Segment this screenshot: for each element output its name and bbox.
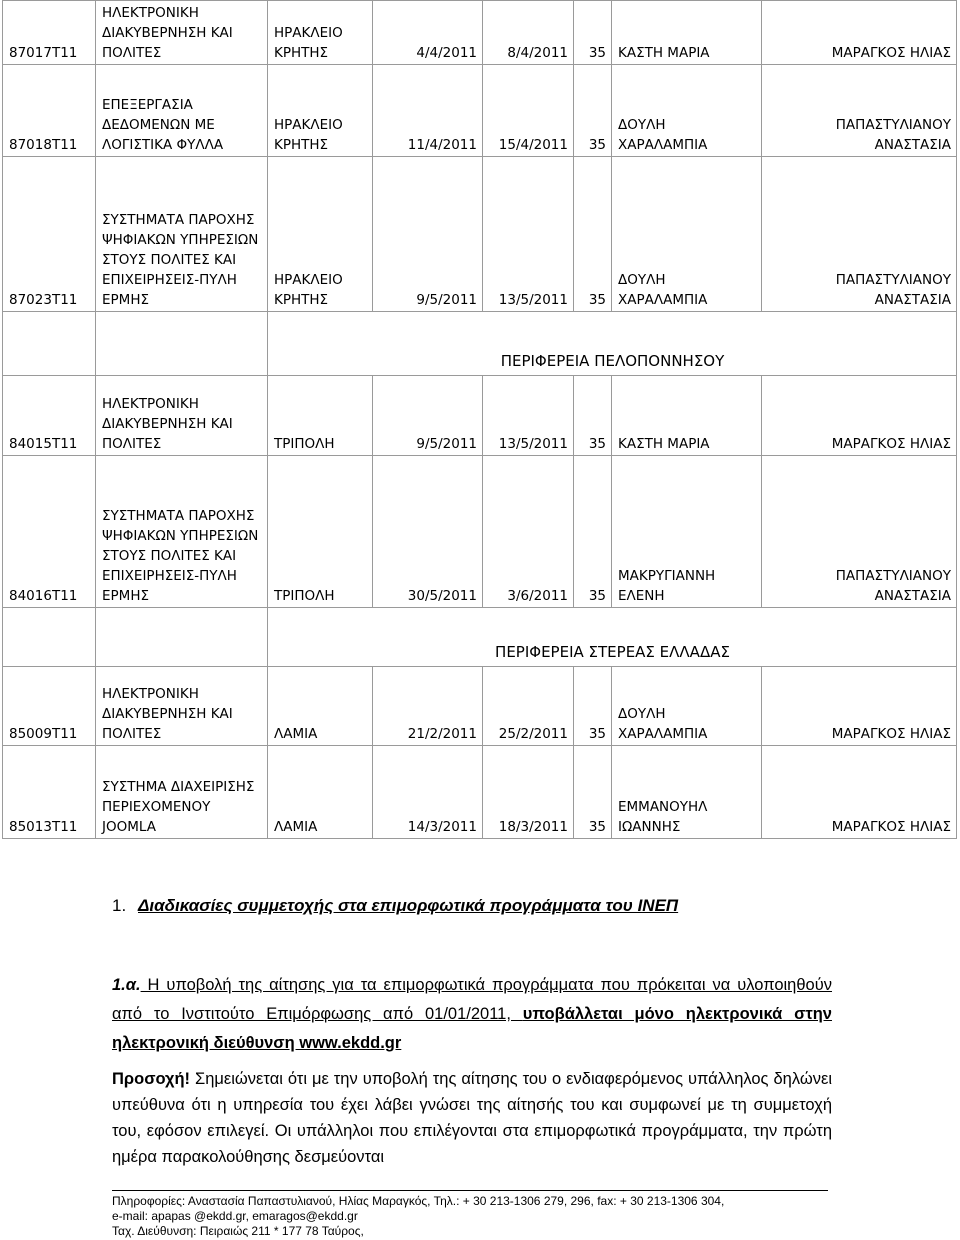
coordinator-cell: ΜΑΡΑΓΚΟΣ ΗΛΙΑΣ — [762, 376, 957, 456]
table-row — [3, 376, 957, 456]
coordinator-cell: ΜΑΡΑΓΚΟΣ ΗΛΙΑΣ — [762, 667, 957, 746]
teacher-cell: ΔΟΥΛΗ ΧΑΡΑΛΑΜΠΙΑ — [612, 667, 762, 746]
end-date-cell: 13/5/2011 — [483, 157, 574, 312]
hours-cell: 35 — [574, 376, 612, 456]
code-cell: 84015Τ11 — [3, 376, 96, 456]
section-heading — [112, 896, 832, 916]
footer-email-line: e-mail: apapas @ekdd.gr, emaragos@ekdd.gr — [112, 1209, 358, 1223]
table-row — [3, 667, 957, 746]
place-cell: ΗΡΑΚΛΕΙΟ ΚΡΗΤΗΣ — [268, 157, 373, 312]
place-cell: ΤΡΙΠΟΛΗ — [268, 456, 373, 608]
end-date-cell: 25/2/2011 — [483, 667, 574, 746]
title-cell: ΣΥΣΤΗΜΑ ΔΙΑΧΕΙΡΙΣΗΣ ΠΕΡΙΕΧΟΜΕΝΟΥ JOOMLA — [96, 746, 268, 839]
teacher-cell: ΔΟΥΛΗ ΧΑΡΑΛΑΜΠΙΑ — [612, 65, 762, 157]
coordinator-cell: ΜΑΡΑΓΚΟΣ ΗΛΙΑΣ — [762, 1, 957, 65]
code-cell: 87023Τ11 — [3, 157, 96, 312]
table-row — [3, 456, 957, 608]
footer-address-line: Ταχ. Διεύθυνση: Πειραιώς 211 * 177 78 Ταύρος, — [112, 1224, 364, 1238]
place-cell: ΤΡΙΠΟΛΗ — [268, 376, 373, 456]
region-header-row — [3, 312, 957, 376]
start-date-cell: 9/5/2011 — [373, 157, 483, 312]
code-cell: 84016Τ11 — [3, 456, 96, 608]
start-date-cell: 21/2/2011 — [373, 667, 483, 746]
end-date-cell: 8/4/2011 — [483, 1, 574, 65]
hours-cell: 35 — [574, 746, 612, 839]
region-title: ΠΕΡΙΦΕΡΕΙΑ ΣΤΕΡΕΑΣ ΕΛΛΑΔΑΣ — [268, 608, 957, 667]
coordinator-cell: ΠΑΠΑΣΤΥΛΙΑΝΟΥ ΑΝΑΣΤΑΣΙΑ — [762, 157, 957, 312]
end-date-cell: 15/4/2011 — [483, 65, 574, 157]
end-date-cell: 18/3/2011 — [483, 746, 574, 839]
code-cell: 85013Τ11 — [3, 746, 96, 839]
footer-info — [112, 1194, 724, 1239]
region-title: ΠΕΡΙΦΕΡΕΙΑ ΠΕΛΟΠΟΝΝΗΣΟΥ — [268, 312, 957, 376]
teacher-cell: ΔΟΥΛΗ ΧΑΡΑΛΑΜΠΙΑ — [612, 157, 762, 312]
place-cell: ΛΑΜΙΑ — [268, 746, 373, 839]
coordinator-cell: ΜΑΡΑΓΚΟΣ ΗΛΙΑΣ — [762, 746, 957, 839]
table-row — [3, 157, 957, 312]
title-cell: ΗΛΕΚΤΡΟΝΙΚΗ ΔΙΑΚΥΒΕΡΝΗΣΗ ΚΑΙ ΠΟΛΙΤΕΣ — [96, 667, 268, 746]
paragraph-text: Η υποβολή της αίτησης για τα επιμορφωτικά προγράμματα που πρόκειται να υλοποιηθούν από το Ινστιτούτο Επιμόρφωσης από 01/01/2011, — [112, 976, 832, 1023]
footer-contact-line: Πληροφορίες: Αναστασία Παπαστυλιανού, Ηλίας Μαραγκός, Τηλ.: + 30 213-1306 279, 296, fax: + 30 213-1306 304, — [112, 1194, 725, 1208]
hours-cell: 35 — [574, 157, 612, 312]
title-cell: ΗΛΕΚΤΡΟΝΙΚΗ ΔΙΑΚΥΒΕΡΝΗΣΗ ΚΑΙ ΠΟΛΙΤΕΣ — [96, 1, 268, 65]
hours-cell: 35 — [574, 667, 612, 746]
coordinator-cell: ΠΑΠΑΣΤΥΛΙΑΝΟΥ ΑΝΑΣΤΑΣΙΑ — [762, 456, 957, 608]
notice-text: Σημειώνεται ότι με την υποβολή της αίτησης του ο ενδιαφερόμενος υπάλληλος δηλώνει υπεύθυνα ότι η υπηρεσία του έχει λάβει γνώσει της αίτησής του και συμφωνεί με τη συμμετοχή του, εφόσον επιλεγεί. Οι υπάλληλοι που επιλέγονται στα επιμορφωτικά προγράμματα, την πρώτη ημέρα παρακολούθησης δεσμεύονται — [112, 1070, 832, 1166]
start-date-cell: 11/4/2011 — [373, 65, 483, 157]
start-date-cell: 14/3/2011 — [373, 746, 483, 839]
teacher-cell: ΜΑΚΡΥΓΙΑΝΝΗ ΕΛΕΝΗ — [612, 456, 762, 608]
code-cell: 87017Τ11 — [3, 1, 96, 65]
notice-label: Προσοχή! — [112, 1070, 191, 1088]
table-row — [3, 65, 957, 157]
table-row — [3, 746, 957, 839]
place-cell: ΛΑΜΙΑ — [268, 667, 373, 746]
hours-cell: 35 — [574, 65, 612, 157]
start-date-cell: 9/5/2011 — [373, 376, 483, 456]
submission-paragraph — [112, 971, 832, 1058]
section-title: Διαδικασίες συμμετοχής στα επιμορφωτικά προγράμματα του ΙΝΕΠ — [138, 896, 679, 915]
hours-cell: 35 — [574, 456, 612, 608]
code-cell: 85009Τ11 — [3, 667, 96, 746]
code-cell: 87018Τ11 — [3, 65, 96, 157]
teacher-cell: ΚΑΣΤΗ ΜΑΡΙΑ — [612, 1, 762, 65]
paragraph-label: 1.α. — [112, 976, 141, 994]
teacher-cell: ΚΑΣΤΗ ΜΑΡΙΑ — [612, 376, 762, 456]
place-cell: ΗΡΑΚΛΕΙΟ ΚΡΗΤΗΣ — [268, 1, 373, 65]
end-date-cell: 3/6/2011 — [483, 456, 574, 608]
start-date-cell: 4/4/2011 — [373, 1, 483, 65]
section-number: 1. — [112, 896, 127, 915]
footer-divider — [112, 1190, 828, 1191]
seminar-schedule-table — [2, 0, 957, 839]
region-header-row — [3, 608, 957, 667]
coordinator-cell: ΠΑΠΑΣΤΥΛΙΑΝΟΥ ΑΝΑΣΤΑΣΙΑ — [762, 65, 957, 157]
paragraph-bold-text: υποβάλλεται μόνο ηλεκτρονικά στην ηλεκτρονική διεύθυνση www.ekdd.gr — [112, 1005, 832, 1052]
title-cell: ΣΥΣΤΗΜΑΤΑ ΠΑΡΟΧΗΣ ΨΗΦΙΑΚΩΝ ΥΠΗΡΕΣΙΩΝ ΣΤΟΥΣ ΠΟΛΙΤΕΣ ΚΑΙ ΕΠΙΧΕΙΡΗΣΕΙΣ-ΠΥΛΗ ΕΡΜΗΣ — [96, 456, 268, 608]
teacher-cell: ΕΜΜΑΝΟΥΗΛ ΙΩΑΝΝΗΣ — [612, 746, 762, 839]
end-date-cell: 13/5/2011 — [483, 376, 574, 456]
title-cell: ΕΠΕΞΕΡΓΑΣΙΑ ΔΕΔΟΜΕΝΩΝ ΜΕ ΛΟΓΙΣΤΙΚΑ ΦΥΛΛΑ — [96, 65, 268, 157]
title-cell: ΣΥΣΤΗΜΑΤΑ ΠΑΡΟΧΗΣ ΨΗΦΙΑΚΩΝ ΥΠΗΡΕΣΙΩΝ ΣΤΟΥΣ ΠΟΛΙΤΕΣ ΚΑΙ ΕΠΙΧΕΙΡΗΣΕΙΣ-ΠΥΛΗ ΕΡΜΗΣ — [96, 157, 268, 312]
notice-paragraph — [112, 1066, 832, 1170]
start-date-cell: 30/5/2011 — [373, 456, 483, 608]
table-row — [3, 1, 957, 65]
hours-cell: 35 — [574, 1, 612, 65]
place-cell: ΗΡΑΚΛΕΙΟ ΚΡΗΤΗΣ — [268, 65, 373, 157]
title-cell: ΗΛΕΚΤΡΟΝΙΚΗ ΔΙΑΚΥΒΕΡΝΗΣΗ ΚΑΙ ΠΟΛΙΤΕΣ — [96, 376, 268, 456]
